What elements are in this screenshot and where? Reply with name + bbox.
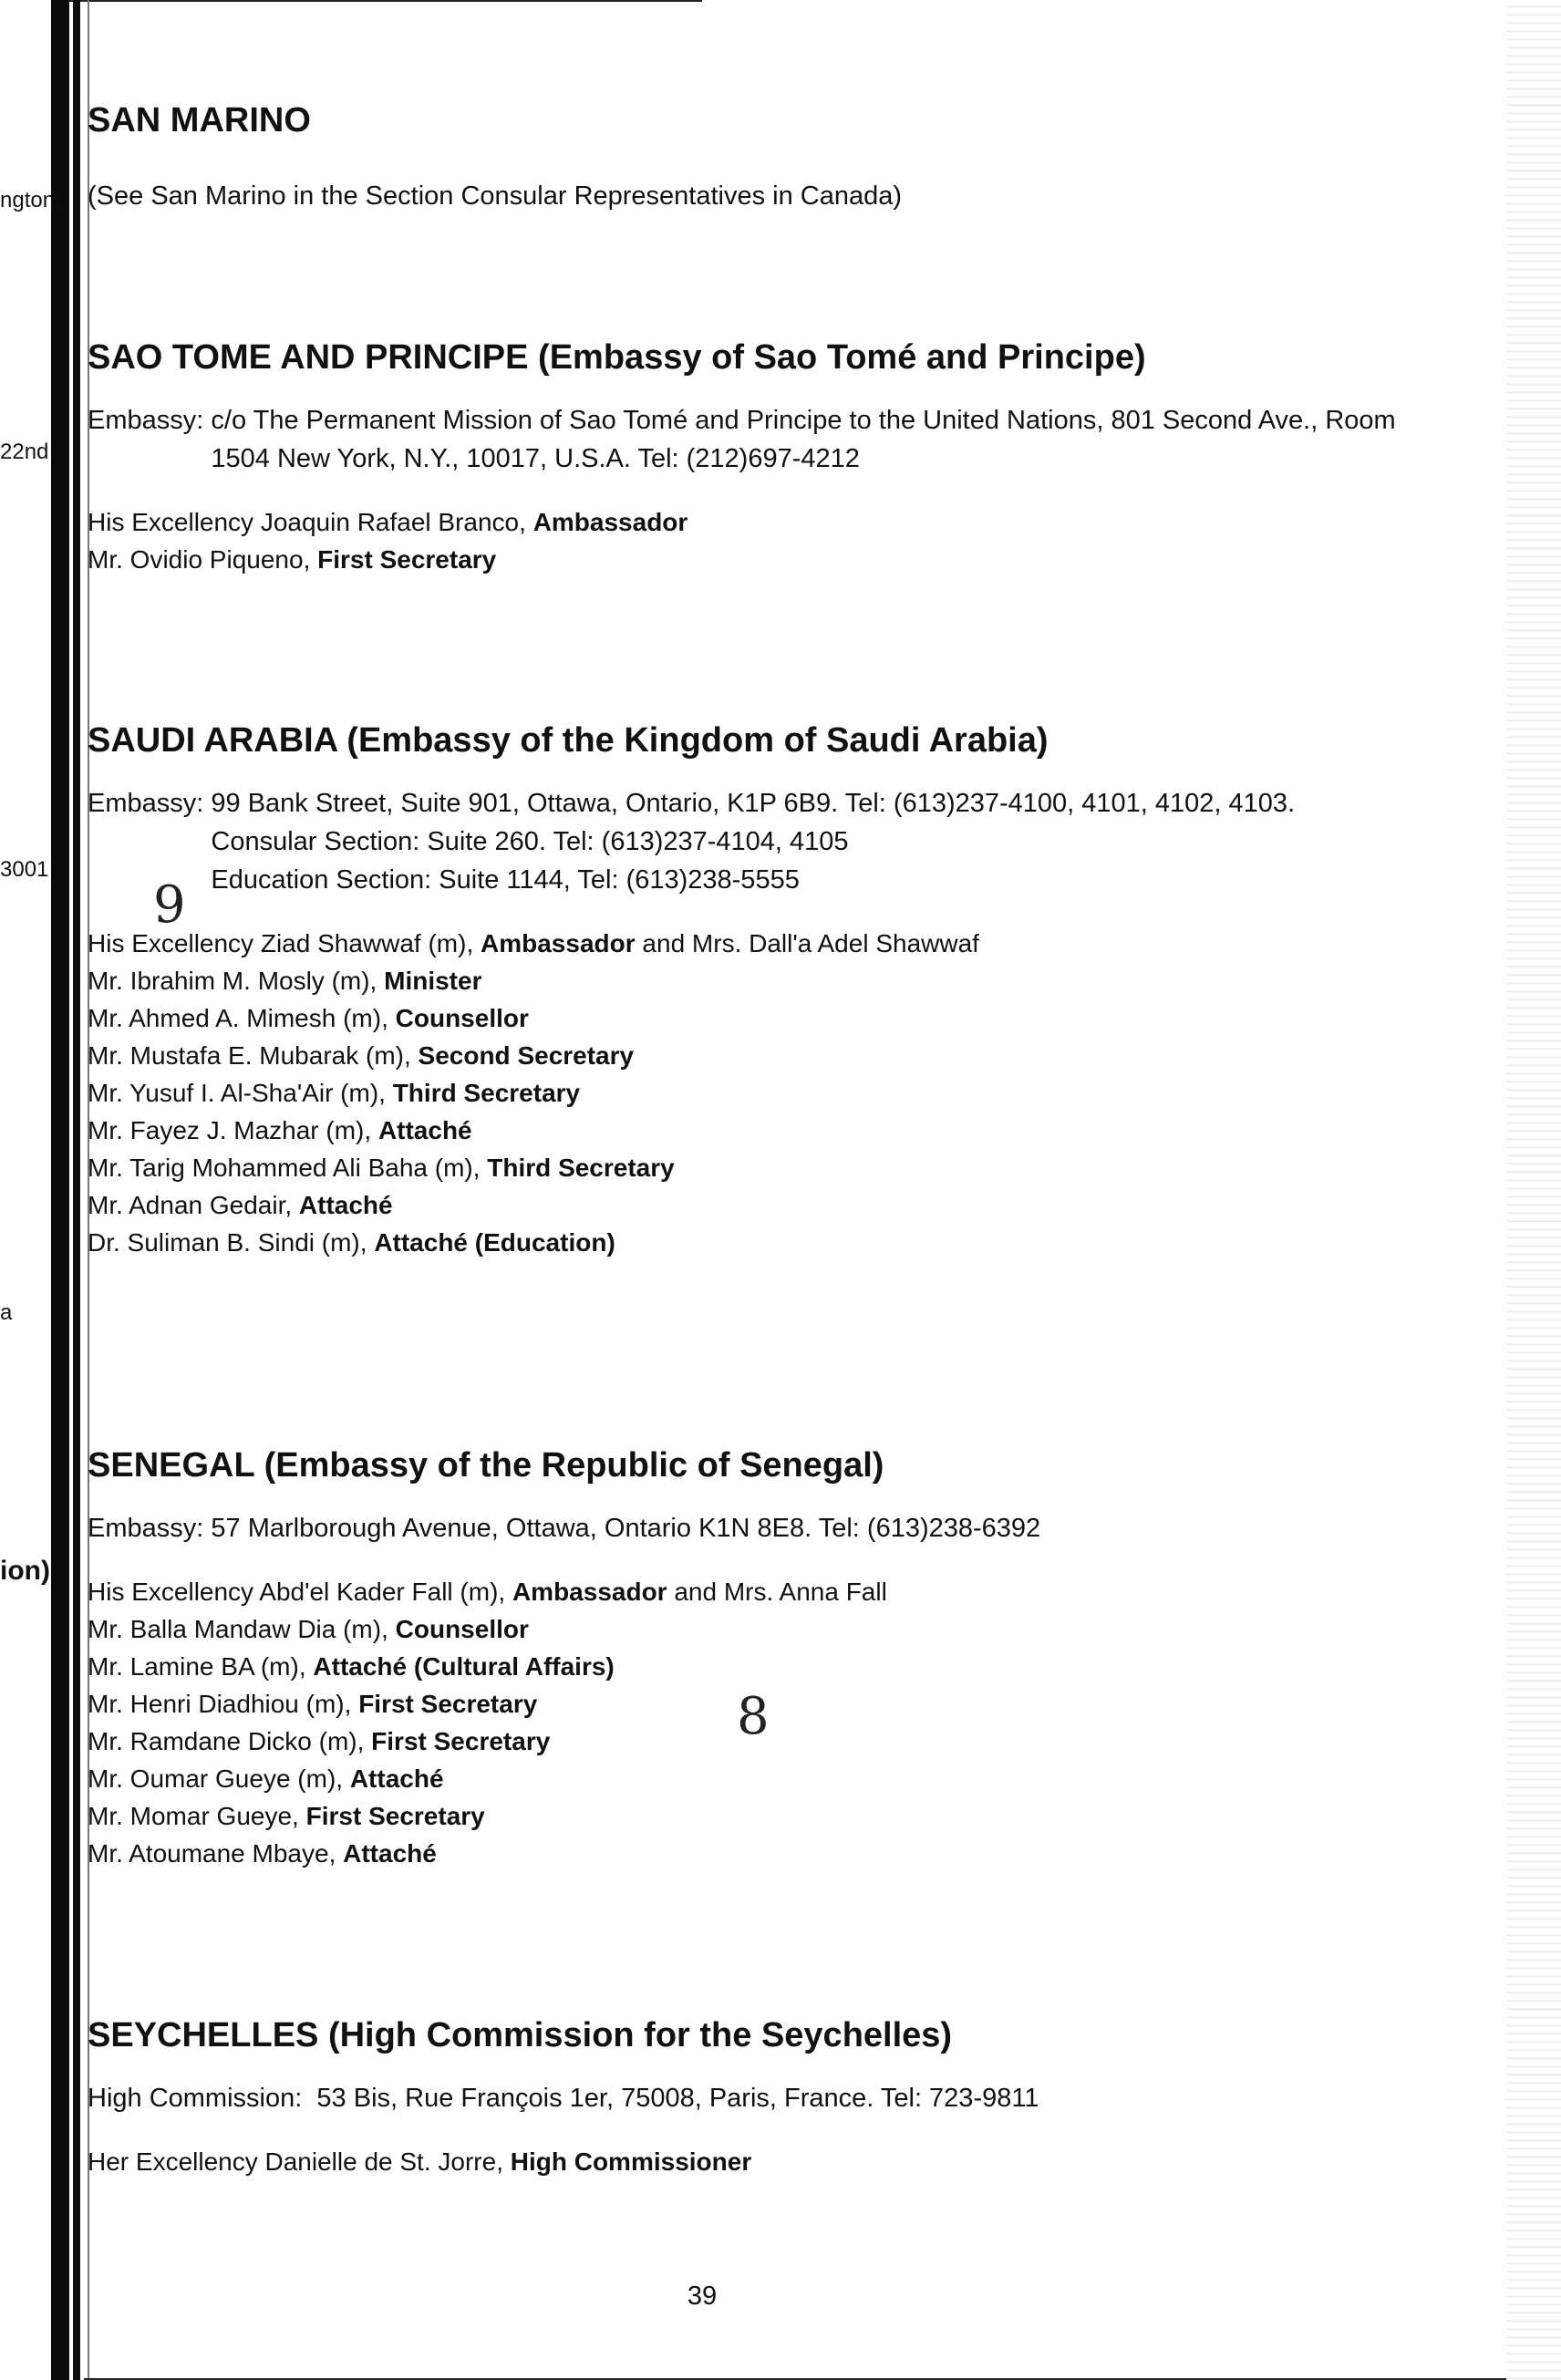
section-san-marino	[88, 100, 1437, 215]
scan-edge-noise	[1506, 0, 1561, 2380]
address-label: Embassy:	[88, 788, 204, 818]
margin-fragment: 3001	[0, 857, 49, 882]
section-heading: SAN MARINO	[88, 101, 311, 140]
page-number: 39	[687, 2282, 718, 2311]
address-value: 99 Bank Street, Suite 901, Ottawa, Ontario, K1P 6B9. Tel: (613)237-4100, 4101, 4102, 4103. Consular Section: Suite 260. Tel: (613)237-4104, 4105 Education Section: Suite 1144, Tel: (613)238-5555	[211, 788, 1296, 895]
staff-list	[88, 503, 1437, 578]
address-label: Embassy:	[88, 405, 204, 435]
handwritten-mark: 9	[153, 875, 186, 935]
staff-entry: Mr. Adnan Gedair, Attaché	[88, 1190, 393, 1219]
section-senegal	[88, 1445, 1437, 1872]
staff-entry: Mr. Ramdane Dicko (m), First Secretary	[88, 1726, 551, 1755]
embassy-address	[88, 401, 1437, 478]
staff-entry: Mr. Yusuf I. Al-Sha'Air (m), Third Secretary	[88, 1078, 581, 1107]
staff-entry: Mr. Henri Diadhiou (m), First Secretary	[88, 1689, 538, 1718]
staff-entry: Mr. Oumar Gueye (m), Attaché	[88, 1764, 444, 1793]
binding-gutter	[51, 0, 69, 2380]
top-rule	[55, 0, 702, 2]
staff-entry: Dr. Suliman B. Sindi (m), Attaché (Education)	[88, 1227, 615, 1257]
section-heading: SAUDI ARABIA (Embassy of the Kingdom of Saudi Arabia)	[88, 721, 1049, 760]
section-sao-tome	[88, 337, 1437, 578]
staff-entry: His Excellency Abd'el Kader Fall (m), Ambassador and Mrs. Anna Fall	[88, 1577, 887, 1606]
section-seychelles	[88, 2015, 1437, 2180]
embassy-address	[88, 2079, 1437, 2117]
section-heading: SAO TOME AND PRINCIPE (Embassy of Sao Tomé and Principe)	[88, 338, 1146, 377]
address-value: c/o The Permanent Mission of Sao Tomé and Principe to the United Nations, 801 Second Ave., Room 1504 New York, N.Y., 10017, U.S.A. Tel: (212)697-4212	[211, 405, 1396, 473]
staff-entry: Mr. Mustafa E. Mubarak (m), Second Secretary	[88, 1040, 635, 1070]
education-section: Education Section: Suite 1144, Tel: (613)238-5555	[211, 864, 800, 895]
staff-entry: Mr. Momar Gueye, First Secretary	[88, 1801, 485, 1830]
margin-fragment: ion)	[0, 1556, 50, 1586]
address-label: High Commission:	[88, 2083, 303, 2113]
embassy-address	[88, 1509, 1437, 1547]
staff-entry: His Excellency Joaquin Rafael Branco, Ambassador	[88, 507, 688, 536]
address-value: 53 Bis, Rue François 1er, 75008, Paris, France. Tel: 723-9811	[316, 2083, 1039, 2113]
staff-entry: Mr. Atoumane Mbaye, Attaché	[88, 1838, 437, 1868]
staff-entry: Mr. Ahmed A. Mimesh (m), Counsellor	[88, 1003, 529, 1032]
staff-entry: Mr. Balla Mandaw Dia (m), Counsellor	[88, 1614, 529, 1643]
staff-entry: His Excellency Ziad Shawwaf (m), Ambassador and Mrs. Dall'a Adel Shawwaf	[88, 928, 979, 957]
section-note: (See San Marino in the Section Consular Representatives in Canada)	[88, 181, 903, 211]
staff-entry: Mr. Ibrahim M. Mosly (m), Minister	[88, 966, 482, 995]
staff-entry: Mr. Lamine BA (m), Attaché (Cultural Affairs)	[88, 1651, 615, 1681]
staff-entry: Mr. Fayez J. Mazhar (m), Attaché	[88, 1115, 472, 1144]
embassy-address	[88, 784, 1437, 899]
margin-fragment: a	[0, 1300, 13, 1325]
staff-list	[88, 925, 1437, 1261]
binding-gutter-inner	[73, 0, 80, 2380]
section-heading: SENEGAL (Embassy of the Republic of Senegal)	[88, 1446, 884, 1485]
staff-entry: Her Excellency Danielle de St. Jorre, High Commissioner	[88, 2147, 752, 2176]
address-value: 57 Marlborough Avenue, Ottawa, Ontario K1N 8E8. Tel: (613)238-6392	[211, 1513, 1041, 1543]
staff-entry: Mr. Tarig Mohammed Ali Baha (m), Third Secretary	[88, 1153, 675, 1182]
address-label: Embassy:	[88, 1513, 204, 1543]
staff-entry: Mr. Ovidio Piqueno, First Secretary	[88, 544, 497, 574]
margin-fragment: 22nd	[0, 440, 49, 464]
staff-list	[88, 2143, 1437, 2180]
handwritten-mark: 8	[737, 1687, 770, 1746]
section-saudi-arabia	[88, 720, 1437, 1261]
consular-section: Consular Section: Suite 260. Tel: (613)237-4104, 4105	[211, 826, 849, 856]
margin-fragment: ngton.	[0, 188, 61, 212]
section-heading: SEYCHELLES (High Commission for the Seychelles)	[88, 2016, 953, 2054]
